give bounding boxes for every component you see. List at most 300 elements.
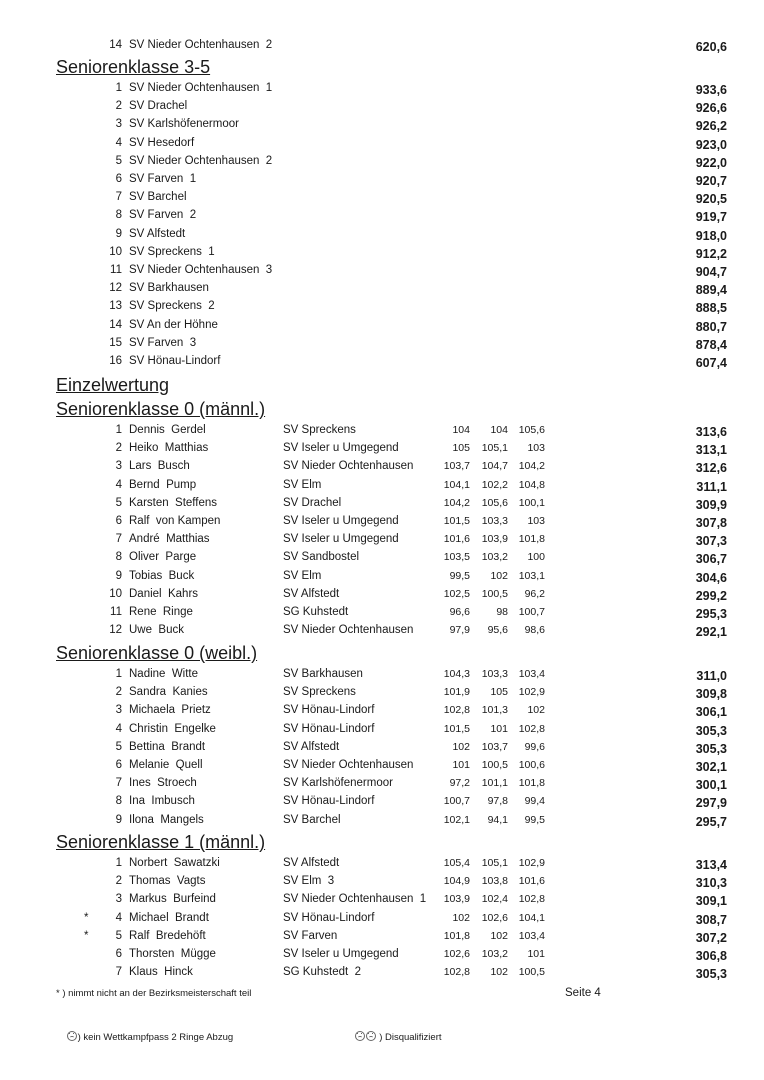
club-name: SV Sandbostel: [283, 551, 360, 564]
rank: 2: [115, 875, 122, 888]
team-name: SV Nieder Ochtenhausen 1: [129, 82, 273, 94]
total-score: 308,7: [695, 912, 727, 927]
team-name: SV Farven 3: [129, 336, 197, 349]
shooter-name: Rene Ringe: [129, 606, 193, 618]
series-2-score: 103,2: [481, 948, 508, 960]
individual-row: [0, 494, 764, 512]
footnote-no-pass-text: ) kein Wettkampfpass 2 Ringe Abzug: [77, 1032, 234, 1043]
total-score: 904,7: [695, 265, 727, 279]
no-championship-marker: *: [84, 911, 89, 924]
club-name: SV Hönau-Lindorf: [283, 795, 375, 808]
rank: 4: [115, 136, 122, 149]
series-2-score: 102,6: [481, 911, 508, 924]
series-1-score: 96,6: [449, 606, 470, 618]
team-row: [0, 115, 764, 133]
section-heading: Seniorenklasse 1 (männl.): [56, 832, 266, 852]
series-1-score: 97,9: [449, 624, 470, 637]
team-name: SV Nieder Ochtenhausen 2: [129, 39, 273, 51]
total-score: 878,4: [695, 337, 727, 352]
series-2-score: 102,4: [481, 893, 508, 906]
series-1-score: 101,8: [443, 929, 470, 942]
rank: 5: [115, 929, 122, 942]
total-score: 297,9: [695, 796, 727, 811]
total-score: 305,3: [695, 723, 727, 738]
rank: 12: [109, 282, 122, 295]
series-2-score: 101,1: [481, 777, 508, 790]
rank: 11: [110, 264, 122, 276]
club-name: SV Elm: [283, 569, 322, 582]
page-number: Seite 4: [565, 987, 601, 999]
shooter-name: André Matthias: [129, 533, 210, 546]
sad-face-icon: [355, 1031, 365, 1041]
series-2-score: 105,6: [481, 496, 508, 509]
rank: 11: [110, 606, 122, 618]
series-2-score: 103,2: [481, 551, 508, 564]
series-2-score: 102: [490, 569, 508, 582]
rank: 6: [115, 948, 122, 960]
individual-row: [0, 720, 764, 738]
series-1-score: 103,9: [443, 893, 470, 906]
individual-row: [0, 665, 764, 683]
shooter-name: Bettina Brandt: [129, 740, 206, 753]
rank: 8: [115, 795, 122, 808]
series-2-score: 103,3: [481, 515, 508, 527]
footnote-disqualified: [344, 1020, 442, 1054]
club-name: SV Hönau-Lindorf: [283, 911, 375, 924]
rank: 5: [115, 154, 122, 167]
rank: 3: [115, 460, 122, 473]
rank: 2: [115, 686, 122, 699]
series-3-score: 98,6: [524, 624, 545, 637]
section-heading: Seniorenklasse 0 (männl.): [56, 399, 266, 419]
series-1-score: 104,3: [443, 668, 470, 680]
total-score: 292,1: [695, 625, 727, 640]
section-heading: Seniorenklasse 0 (weibl.): [56, 643, 258, 663]
series-2-score: 94,1: [487, 813, 508, 826]
individual-row: [0, 927, 764, 945]
shooter-name: Markus Burfeind: [129, 893, 216, 906]
rank: 4: [115, 722, 122, 735]
rank: 2: [115, 442, 122, 455]
rank: 3: [115, 704, 122, 717]
series-3-score: 105,6: [518, 424, 545, 436]
rank: 1: [115, 857, 122, 869]
series-2-score: 102,2: [481, 478, 508, 491]
rank: 6: [115, 173, 122, 185]
rank: 7: [115, 777, 122, 790]
shooter-name: Ralf von Kampen: [129, 515, 221, 527]
shooter-name: Ralf Bredehöft: [129, 929, 206, 942]
series-3-score: 100,7: [518, 606, 545, 618]
footnote-star: * ) nimmt nicht an der Bezirksmeisterschaft teil: [56, 988, 252, 999]
individual-row: [0, 603, 764, 621]
shooter-name: Daniel Kahrs: [129, 587, 199, 600]
series-2-score: 101,3: [481, 704, 508, 717]
no-championship-marker: *: [84, 929, 89, 942]
individual-row: [0, 738, 764, 756]
team-name: SV Spreckens 2: [129, 300, 215, 313]
series-3-score: 102,9: [518, 857, 545, 869]
club-name: SV Spreckens: [283, 424, 356, 436]
total-score: 888,5: [695, 301, 727, 316]
rank: 10: [109, 587, 122, 600]
series-1-score: 104: [452, 424, 470, 436]
series-3-score: 100,1: [518, 496, 545, 509]
shooter-name: Dennis Gerdel: [129, 424, 206, 436]
shooter-name: Melanie Quell: [129, 759, 203, 771]
footnote-no-pass: [56, 1020, 233, 1054]
team-name: SV Drachel: [129, 100, 188, 113]
rank: 7: [115, 191, 122, 204]
club-name: SV Spreckens: [283, 686, 356, 699]
series-3-score: 101,8: [518, 777, 545, 790]
series-1-score: 102: [452, 740, 470, 753]
shooter-name: Klaus Hinck: [129, 966, 193, 979]
rank: 3: [115, 118, 122, 131]
team-row: [0, 352, 764, 370]
club-name: SV Iseler u Umgegend: [283, 533, 399, 546]
team-name: SV An der Höhne: [129, 318, 218, 331]
shooter-name: Oliver Parge: [129, 551, 197, 564]
total-score: 309,9: [695, 497, 727, 512]
total-score: 313,4: [695, 858, 727, 872]
total-score: 306,8: [695, 949, 727, 963]
shooter-name: Karsten Steffens: [129, 496, 218, 509]
series-3-score: 103,4: [518, 668, 545, 680]
series-2-score: 103,7: [481, 740, 508, 753]
individual-row: [0, 567, 764, 585]
total-score: 310,3: [695, 876, 727, 891]
individual-row: [0, 621, 764, 639]
series-2-score: 103,8: [481, 875, 508, 888]
series-3-score: 102,8: [518, 893, 545, 906]
team-name: SV Karlshöfenermoor: [129, 118, 239, 131]
total-score: 313,1: [695, 443, 727, 458]
rank: 7: [115, 966, 122, 979]
total-score: 919,7: [695, 210, 727, 225]
club-name: SV Iseler u Umgegend: [283, 442, 399, 455]
series-3-score: 102,8: [518, 722, 545, 735]
section-heading: Seniorenklasse 3-5: [56, 57, 211, 77]
club-name: SV Drachel: [283, 496, 342, 509]
shooter-name: Sandra Kanies: [129, 686, 208, 699]
series-3-score: 100,6: [518, 759, 545, 771]
series-1-score: 97,2: [449, 777, 470, 790]
footnote-disqualified-text: ) Disqualifiziert: [376, 1032, 442, 1043]
total-score: 309,8: [695, 687, 727, 702]
series-2-score: 102: [490, 966, 508, 979]
individual-row: [0, 585, 764, 603]
series-3-score: 99,6: [524, 740, 545, 753]
series-1-score: 102: [452, 911, 470, 924]
team-row: [0, 170, 764, 188]
team-row: [0, 261, 764, 279]
club-name: SV Farven: [283, 929, 338, 942]
rank: 14: [109, 318, 122, 331]
individual-row: [0, 439, 764, 457]
total-score: 923,0: [695, 137, 727, 152]
total-score: 933,6: [695, 83, 727, 97]
shooter-name: Thomas Vagts: [129, 875, 206, 888]
series-1-score: 104,9: [443, 875, 470, 888]
team-row: [0, 297, 764, 315]
club-name: SV Nieder Ochtenhausen: [283, 624, 414, 637]
shooter-name: Ilona Mangels: [129, 813, 204, 826]
individual-row: [0, 890, 764, 908]
shooter-name: Lars Busch: [129, 460, 190, 473]
team-name: SV Farven 1: [129, 173, 197, 185]
series-1-score: 105,4: [443, 857, 470, 869]
series-2-score: 104,7: [481, 460, 508, 473]
individual-row: [0, 792, 764, 810]
series-1-score: 102,8: [443, 704, 470, 717]
total-score: 311,0: [696, 669, 727, 683]
series-2-score: 100,5: [481, 587, 508, 600]
series-3-score: 103: [527, 515, 545, 527]
club-name: SV Hönau-Lindorf: [283, 722, 375, 735]
total-score: 313,6: [695, 425, 727, 439]
series-3-score: 102: [527, 704, 545, 717]
club-name: SV Karlshöfenermoor: [283, 777, 393, 790]
shooter-name: Ines Stroech: [129, 777, 197, 790]
club-name: SV Barkhausen: [283, 668, 363, 680]
club-name: SV Nieder Ochtenhausen 1: [283, 893, 427, 906]
series-3-score: 96,2: [524, 587, 545, 600]
total-score: 920,7: [695, 174, 727, 188]
individual-row: [0, 774, 764, 792]
rank: 3: [115, 893, 122, 906]
rank: 6: [115, 759, 122, 771]
series-1-score: 103,7: [443, 460, 470, 473]
total-score: 620,6: [695, 40, 727, 54]
total-score: 302,1: [695, 760, 727, 774]
club-name: SV Iseler u Umgegend: [283, 948, 399, 960]
sad-face-icon: [67, 1031, 77, 1041]
rank: 4: [115, 911, 122, 924]
individual-row: [0, 756, 764, 774]
series-3-score: 101,8: [518, 533, 545, 546]
rank: 13: [109, 300, 122, 313]
club-name: SV Elm: [283, 478, 322, 491]
series-2-score: 98: [496, 606, 508, 618]
shooter-name: Bernd Pump: [129, 478, 197, 491]
total-score: 607,4: [695, 356, 727, 370]
total-score: 300,1: [695, 778, 727, 793]
total-score: 295,7: [695, 814, 727, 829]
series-3-score: 99,4: [524, 795, 545, 808]
rank: 15: [109, 336, 122, 349]
team-name: SV Nieder Ochtenhausen 3: [129, 264, 273, 276]
club-name: SV Nieder Ochtenhausen: [283, 460, 414, 473]
rank: 1: [115, 668, 122, 680]
club-name: SV Alfstedt: [283, 587, 340, 600]
total-score: 307,3: [695, 534, 727, 549]
individual-row: [0, 476, 764, 494]
team-row: [0, 334, 764, 352]
rank: 9: [115, 569, 122, 582]
rank: 6: [115, 515, 122, 527]
individual-row: [0, 530, 764, 548]
total-score: 926,2: [695, 119, 727, 134]
total-score: 305,3: [695, 967, 727, 982]
team-row: [0, 36, 764, 54]
club-name: SV Alfstedt: [283, 740, 340, 753]
series-3-score: 99,5: [524, 813, 545, 826]
club-name: SV Nieder Ochtenhausen: [283, 759, 414, 771]
total-score: 307,8: [695, 516, 727, 530]
total-score: 889,4: [695, 283, 727, 298]
individual-row: [0, 963, 764, 981]
shooter-name: Heiko Matthias: [129, 442, 209, 455]
rank: 4: [115, 478, 122, 491]
team-row: [0, 243, 764, 261]
shooter-name: Christin Engelke: [129, 722, 216, 735]
club-name: SV Alfstedt: [283, 857, 340, 869]
team-row: [0, 79, 764, 97]
total-score: 311,1: [696, 479, 727, 494]
rank: 16: [109, 355, 122, 367]
rank: 2: [115, 100, 122, 113]
team-name: SV Nieder Ochtenhausen 2: [129, 154, 273, 167]
individual-row: [0, 945, 764, 963]
series-2-score: 102: [490, 929, 508, 942]
rank: 1: [115, 424, 122, 436]
team-name: SV Barkhausen: [129, 282, 209, 295]
series-1-score: 105: [452, 442, 470, 455]
series-1-score: 102,8: [443, 966, 470, 979]
team-row: [0, 134, 764, 152]
individual-row: [0, 854, 764, 872]
shooter-name: Michaela Prietz: [129, 704, 211, 717]
rank: 8: [115, 551, 122, 564]
team-name: SV Hesedorf: [129, 136, 195, 149]
team-name: SV Spreckens 1: [129, 245, 215, 258]
individual-row: [0, 683, 764, 701]
shooter-name: Nadine Witte: [129, 668, 199, 680]
series-3-score: 100: [527, 551, 545, 564]
series-1-score: 104,2: [443, 496, 470, 509]
series-3-score: 104,8: [518, 478, 545, 491]
club-name: SV Elm 3: [283, 875, 335, 888]
club-name: SV Barchel: [283, 813, 341, 826]
shooter-name: Michael Brandt: [129, 911, 209, 924]
individual-row: [0, 457, 764, 475]
sad-face-icon: [366, 1031, 376, 1041]
series-3-score: 103,4: [518, 929, 545, 942]
individual-row: [0, 512, 764, 530]
series-1-score: 101,9: [443, 686, 470, 699]
series-2-score: 105,1: [481, 857, 508, 869]
team-name: SV Alfstedt: [129, 227, 186, 240]
shooter-name: Uwe Buck: [129, 624, 184, 637]
series-2-score: 105,1: [481, 442, 508, 455]
series-2-score: 100,5: [481, 759, 508, 771]
series-1-score: 102,1: [443, 813, 470, 826]
total-score: 307,2: [695, 930, 727, 945]
team-row: [0, 97, 764, 115]
rank: 9: [115, 227, 122, 240]
total-score: 306,7: [695, 552, 727, 567]
series-3-score: 101: [527, 948, 545, 960]
individual-row: [0, 872, 764, 890]
shooter-name: Norbert Sawatzki: [129, 857, 220, 869]
rank: 1: [115, 82, 122, 94]
total-score: 299,2: [695, 588, 727, 603]
series-3-score: 102,9: [518, 686, 545, 699]
rank: 5: [115, 496, 122, 509]
series-3-score: 104,2: [518, 460, 545, 473]
total-score: 920,5: [695, 192, 727, 207]
individual-row: [0, 421, 764, 439]
total-score: 918,0: [695, 228, 727, 243]
team-row: [0, 279, 764, 297]
total-score: 309,1: [695, 894, 727, 909]
series-1-score: 101: [452, 759, 470, 771]
club-name: SG Kuhstedt 2: [283, 966, 361, 979]
team-row: [0, 206, 764, 224]
total-score: 926,6: [695, 101, 727, 116]
series-3-score: 103: [527, 442, 545, 455]
team-name: SV Hönau-Lindorf: [129, 355, 221, 367]
total-score: 305,3: [695, 741, 727, 756]
rank: 7: [115, 533, 122, 546]
series-1-score: 102,5: [443, 587, 470, 600]
series-1-score: 101,5: [443, 722, 470, 735]
shooter-name: Ina Imbusch: [129, 795, 195, 808]
total-score: 306,1: [695, 705, 727, 720]
series-2-score: 101: [490, 722, 508, 735]
series-1-score: 100,7: [443, 795, 470, 808]
series-2-score: 104: [490, 424, 508, 436]
club-name: SV Iseler u Umgegend: [283, 515, 399, 527]
shooter-name: Thorsten Mügge: [129, 948, 216, 960]
series-3-score: 101,6: [518, 875, 545, 888]
rank: 12: [109, 624, 122, 637]
series-3-score: 100,5: [518, 966, 545, 979]
series-2-score: 95,6: [487, 624, 508, 637]
rank: 10: [109, 245, 122, 258]
individual-row: [0, 909, 764, 927]
series-1-score: 101,5: [443, 515, 470, 527]
rank: 8: [115, 209, 122, 222]
total-score: 295,3: [695, 607, 727, 621]
rank: 14: [109, 39, 122, 51]
total-score: 912,2: [695, 246, 727, 261]
club-name: SG Kuhstedt: [283, 606, 349, 618]
series-1-score: 101,6: [443, 533, 470, 546]
series-1-score: 104,1: [443, 478, 470, 491]
series-2-score: 97,8: [487, 795, 508, 808]
shooter-name: Tobias Buck: [129, 569, 195, 582]
total-score: 304,6: [695, 570, 727, 585]
series-1-score: 102,6: [443, 948, 470, 960]
rank: 9: [115, 813, 122, 826]
total-score: 922,0: [695, 155, 727, 170]
team-name: SV Farven 2: [129, 209, 197, 222]
series-3-score: 103,1: [518, 569, 545, 582]
rank: 5: [115, 740, 122, 753]
section-heading-einzelwertung: Einzelwertung: [56, 375, 170, 395]
team-row: [0, 225, 764, 243]
series-1-score: 103,5: [443, 551, 470, 564]
series-2-score: 103,3: [481, 668, 508, 680]
total-score: 880,7: [695, 319, 727, 334]
team-row: [0, 316, 764, 334]
series-3-score: 104,1: [518, 911, 545, 924]
club-name: SV Hönau-Lindorf: [283, 704, 375, 717]
individual-row: [0, 548, 764, 566]
total-score: 312,6: [695, 461, 727, 476]
